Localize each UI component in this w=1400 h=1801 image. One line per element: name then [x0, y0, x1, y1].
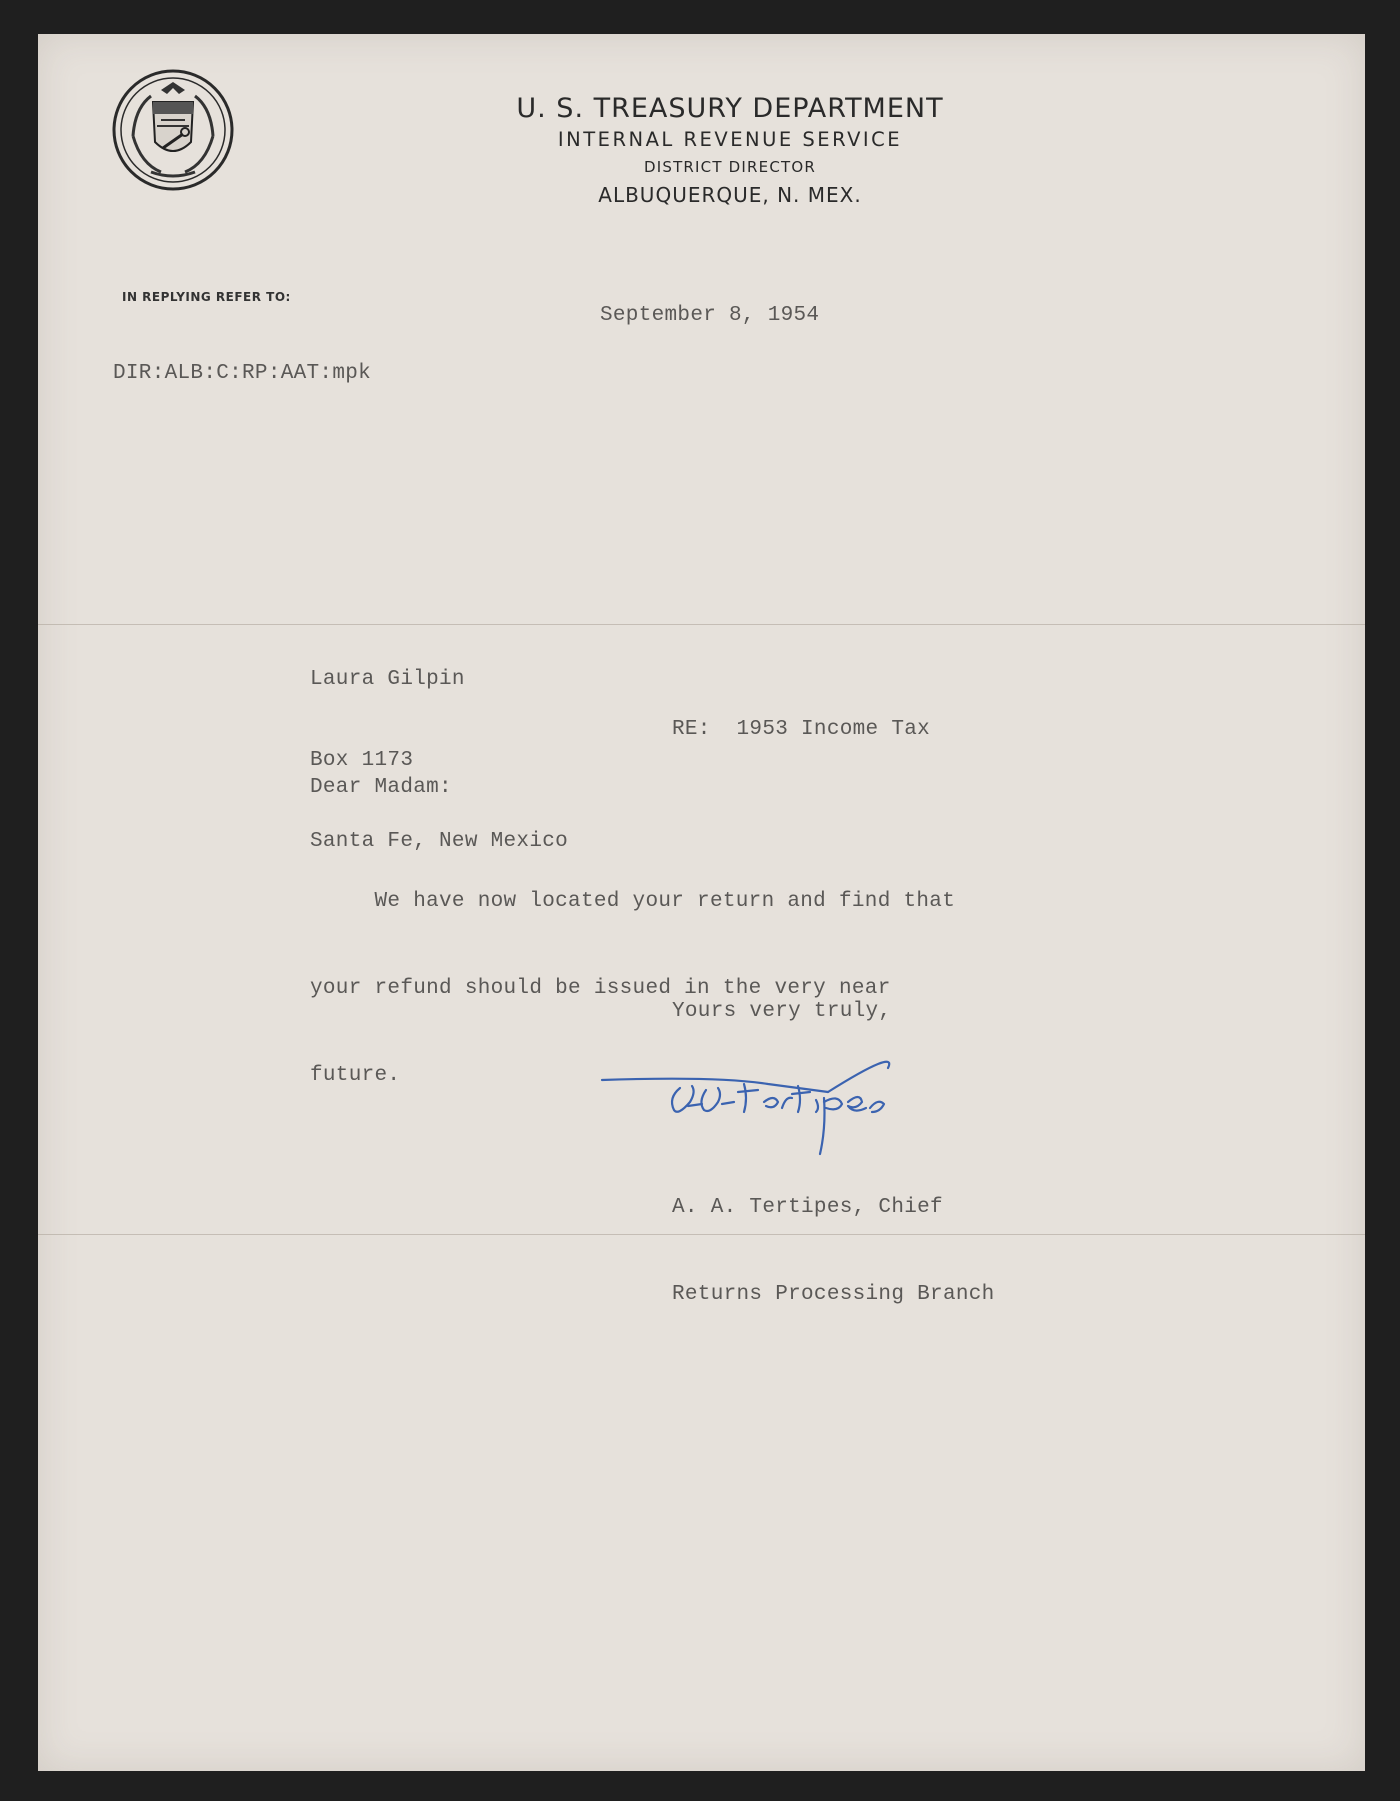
- recipient-city: Santa Fe, New Mexico: [310, 830, 569, 853]
- salutation: Dear Madam:: [310, 776, 452, 799]
- letter-date: September 8, 1954: [600, 304, 820, 327]
- signatory-department: Returns Processing Branch: [672, 1283, 995, 1306]
- reply-reference-label: IN REPLYING REFER TO:: [122, 290, 291, 304]
- recipient-box: Box 1173: [310, 749, 414, 772]
- body-line: We have now located your return and find that: [310, 890, 956, 913]
- signatory-block: [672, 1135, 995, 1338]
- reference-code: DIR:ALB:C:RP:AAT:mpk: [113, 362, 372, 385]
- treasury-seal-icon: [111, 68, 235, 192]
- letterhead: [390, 92, 1070, 210]
- signatory-name: A. A. Tertipes, Chief: [672, 1196, 943, 1219]
- letterhead-service: INTERNAL REVENUE SERVICE: [557, 128, 903, 151]
- letterhead-office: DISTRICT DIRECTOR: [643, 158, 817, 176]
- recipient-name: Laura Gilpin: [310, 668, 465, 691]
- letterhead-city: ALBUQUERQUE, N. MEX.: [598, 183, 862, 207]
- letterhead-department: U. S. TREASURY DEPARTMENT: [516, 93, 944, 124]
- closing: Yours very truly,: [672, 1000, 892, 1023]
- subject-line: RE: 1953 Income Tax: [672, 718, 931, 741]
- body-line: your refund should be issued in the very near: [310, 977, 891, 1000]
- body-line: future.: [310, 1064, 401, 1087]
- fold-line: [38, 624, 1365, 625]
